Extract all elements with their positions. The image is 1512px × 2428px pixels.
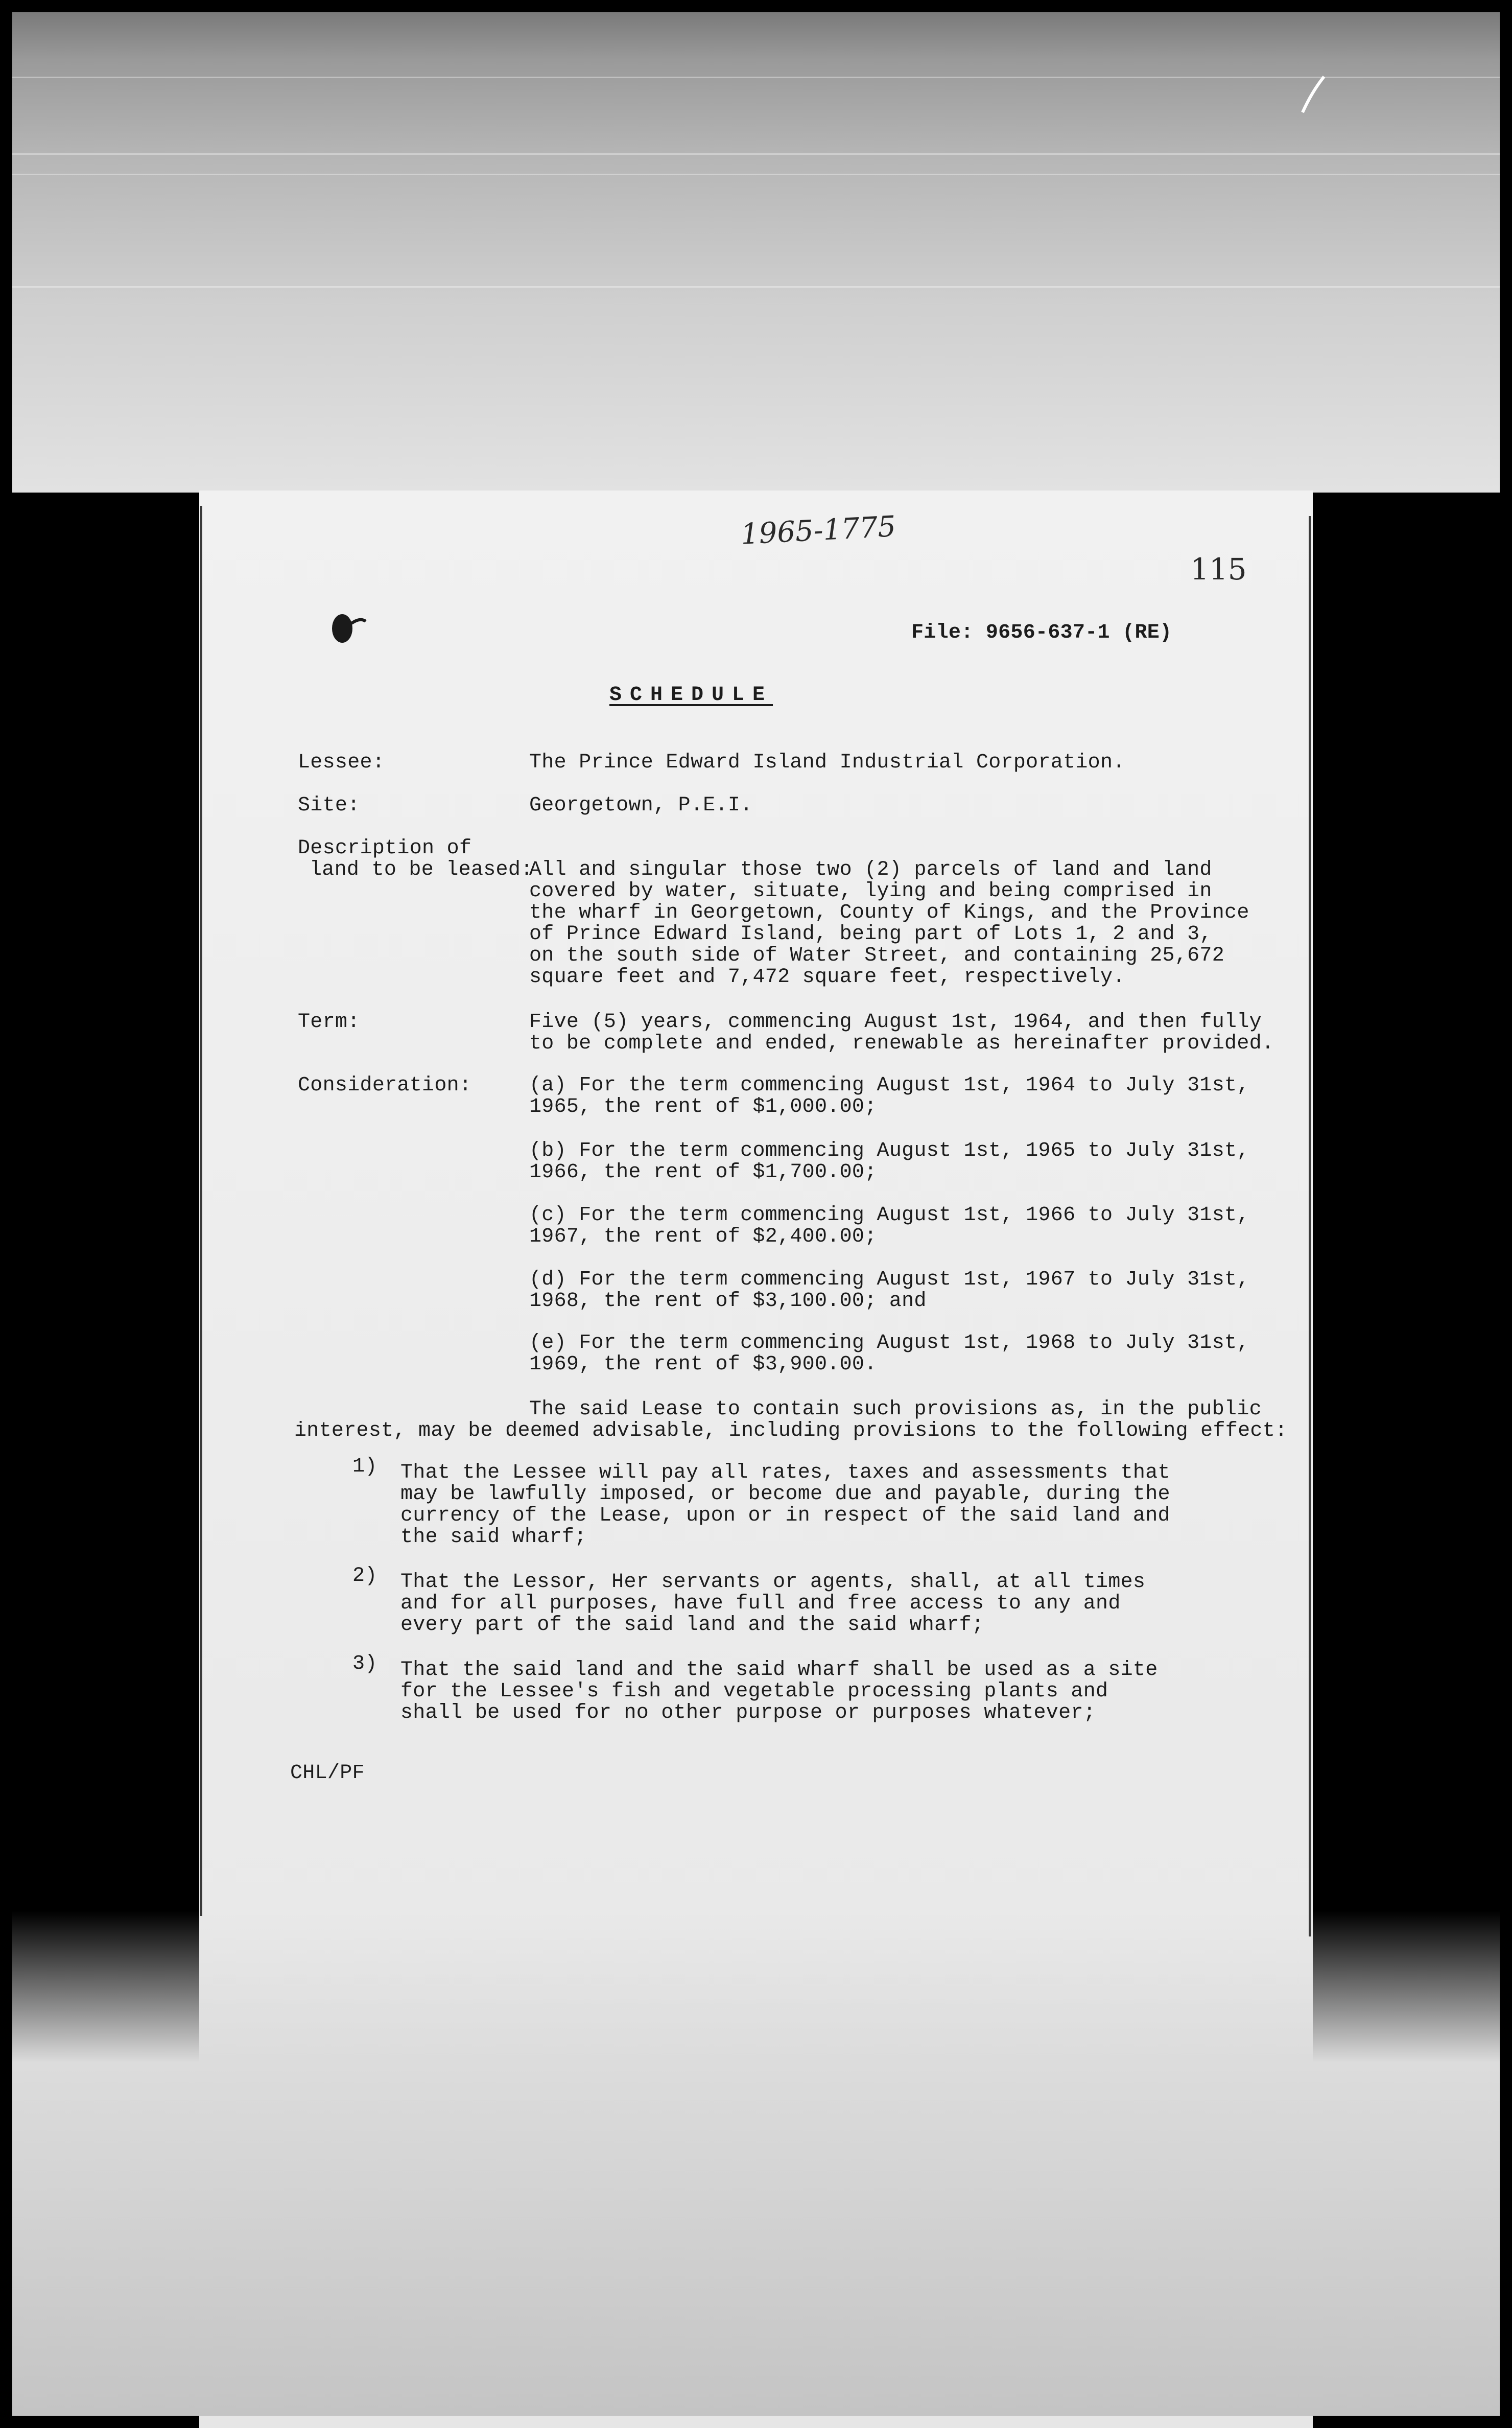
consideration-item-b: (b) For the term commencing August 1st, 1965 to July 31st, (529, 1139, 1249, 1162)
document-title: SCHEDULE (609, 684, 773, 707)
page-left-edge (200, 506, 202, 1916)
consideration-item-b-rent: 1966, the rent of $1,700.00; (529, 1161, 877, 1184)
provision-line: That the Lessee will pay all rates, taxes and assessments that (400, 1461, 1170, 1484)
scan-artifact (12, 286, 1500, 288)
provision-line: the said wharf; (400, 1526, 587, 1549)
provision-line: every part of the said land and the said wharf; (400, 1614, 984, 1637)
consideration-item-d: (d) For the term commencing August 1st, 1967 to July 31st, (529, 1268, 1249, 1291)
consideration-item-c-rent: 1967, the rent of $2,400.00; (529, 1225, 877, 1248)
scan-artifact (12, 153, 1500, 155)
provision-number: 1) (352, 1455, 377, 1478)
page-number: 115 (1190, 552, 1247, 587)
provision-line: may be lawfully imposed, or become due and payable, during the (400, 1483, 1170, 1506)
description-label: Description of (298, 837, 472, 860)
consideration-item-d-rent: 1968, the rent of $3,100.00; and (529, 1290, 927, 1313)
description-line: of Prince Edward Island, being part of Lots 1, 2 and 3, (529, 923, 1212, 946)
description-line: covered by water, situate, lying and being comprised in (529, 880, 1212, 903)
page-right-edge (1309, 516, 1311, 1936)
provision-line: That the Lessor, Her servants or agents, shall, at all times (400, 1571, 1146, 1594)
term-line: to be complete and ended, renewable as hereinafter provided. (529, 1032, 1274, 1055)
provision-number: 3) (352, 1652, 377, 1675)
handwritten-reference: 1965-1775 (740, 510, 897, 551)
footer-initials: CHL/PF (290, 1762, 365, 1785)
description-label-line2: land to be leased: (310, 858, 533, 881)
ink-blot-mark (322, 608, 368, 649)
provision-line: for the Lessee's fish and vegetable processing plants and (400, 1680, 1108, 1703)
description-line: square feet and 7,472 square feet, respectively. (529, 966, 1125, 989)
consideration-item-e: (e) For the term commencing August 1st, 1968 to July 31st, (529, 1332, 1249, 1355)
file-reference: File: 9656-637-1 (RE) (911, 621, 1172, 644)
provision-line: shall be used for no other purpose or purposes whatever; (400, 1701, 1096, 1724)
consideration-item-c: (c) For the term commencing August 1st, 1966 to July 31st, (529, 1204, 1249, 1227)
consideration-item-e-rent: 1969, the rent of $3,900.00. (529, 1353, 877, 1376)
description-line: All and singular those two (2) parcels of land and land (529, 858, 1212, 881)
scan-bottom-area (12, 1911, 1500, 2416)
description-line: on the south side of Water Street, and containing 25,672 (529, 944, 1225, 967)
lessee-value: The Prince Edward Island Industrial Corporation. (529, 751, 1125, 774)
provision-line: currency of the Lease, upon or in respect of the said land and (400, 1504, 1170, 1527)
consideration-label: Consideration: (298, 1074, 472, 1097)
consideration-item-a: (a) For the term commencing August 1st, 1964 to July 31st, (529, 1074, 1249, 1097)
provision-number: 2) (352, 1565, 377, 1587)
scan-artifact (12, 174, 1500, 175)
provisions-intro-line2: interest, may be deemed advisable, including provisions to the following effect: (294, 1419, 1288, 1442)
term-line: Five (5) years, commencing August 1st, 1964, and then fully (529, 1011, 1262, 1034)
site-value: Georgetown, P.E.I. (529, 794, 753, 817)
provision-line: and for all purposes, have full and free access to any and (400, 1592, 1121, 1615)
scan-top-area (12, 12, 1500, 493)
site-label: Site: (298, 794, 360, 817)
lessee-label: Lessee: (298, 751, 385, 774)
consideration-item-a-rent: 1965, the rent of $1,000.00; (529, 1095, 877, 1118)
provisions-intro: The said Lease to contain such provisions as, in the public (529, 1398, 1262, 1421)
term-label: Term: (298, 1011, 360, 1034)
scan-artifact (12, 77, 1500, 78)
description-line: the wharf in Georgetown, County of Kings, and the Province (529, 901, 1249, 924)
scratch-mark (1297, 72, 1328, 118)
provision-line: That the said land and the said wharf shall be used as a site (400, 1659, 1158, 1682)
